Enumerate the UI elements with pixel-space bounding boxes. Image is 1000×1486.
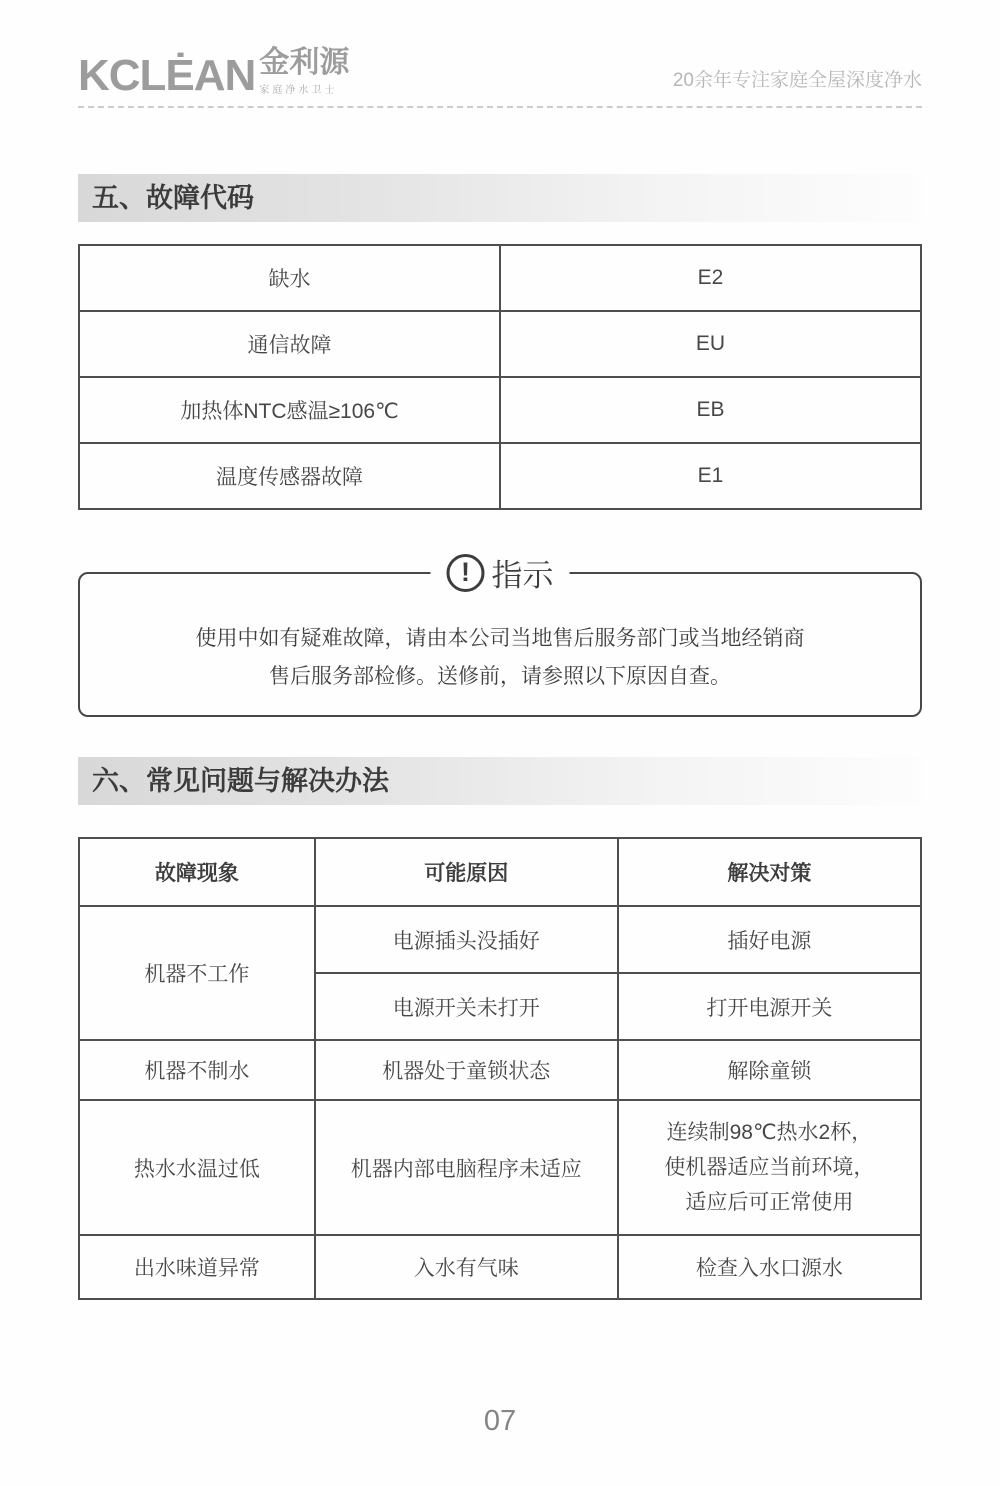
solution-line: 使机器适应当前环境， — [664, 1156, 875, 1179]
faq-header-row — [79, 838, 921, 906]
solution-line: 连续制98℃热水2杯， — [666, 1121, 873, 1144]
fault-code-cell: EU — [500, 311, 921, 377]
fault-name-cell: 温度传感器故障 — [79, 443, 500, 509]
faq-row — [79, 1100, 921, 1235]
solution-cell: 解除童锁 — [618, 1040, 921, 1100]
notice-text-line2: 售后服务部检修。送修前，请参照以下原因自查。 — [269, 665, 731, 688]
faq-row — [79, 906, 921, 973]
phenomenon-cell: 机器不制水 — [79, 1040, 315, 1100]
notice-text-line1: 使用中如有疑难故障，请由本公司当地售后服务部门或当地经销商 — [195, 627, 805, 650]
solution-cell: 打开电源开关 — [618, 973, 921, 1040]
solution-line: 适应后可正常使用 — [685, 1191, 854, 1214]
fault-row — [79, 443, 921, 509]
section-title-fault-codes: 五、故障代码 — [78, 174, 922, 222]
faq-row — [79, 1040, 921, 1100]
fault-code-cell: E1 — [500, 443, 921, 509]
fault-row — [79, 377, 921, 443]
section-title-faq: 六、常见问题与解决办法 — [78, 757, 922, 805]
cause-cell: 入水有气味 — [315, 1235, 618, 1299]
faq-table — [78, 837, 922, 1300]
page-number: 07 — [483, 1405, 517, 1437]
fault-code-cell: EB — [500, 377, 921, 443]
fault-row — [79, 311, 921, 377]
fault-row — [79, 245, 921, 311]
solution-cell: 插好电源 — [618, 906, 921, 973]
logo-cjk-text: 金利源 — [259, 46, 350, 79]
logo-subtitle: 家庭净水卫士 — [259, 85, 338, 96]
notice-box — [78, 557, 922, 717]
solution-cell — [618, 1100, 921, 1235]
logo-cjk-block — [259, 48, 349, 96]
exclamation-circle-icon: ! — [447, 554, 485, 592]
page-header — [78, 0, 922, 108]
fault-name-cell: 加热体NTC感温≥106℃ — [79, 377, 500, 443]
solution-cell: 检查入水口源水 — [618, 1235, 921, 1299]
fault-codes-table — [78, 244, 922, 510]
cause-cell: 机器内部电脑程序未适应 — [315, 1100, 618, 1235]
column-header-solution: 解决对策 — [618, 838, 921, 906]
cause-cell: 电源开关未打开 — [315, 973, 618, 1040]
fault-code-cell: E2 — [500, 245, 921, 311]
phenomenon-cell: 机器不工作 — [79, 906, 315, 1040]
brand-logo — [78, 46, 350, 101]
cause-cell: 机器处于童锁状态 — [315, 1040, 618, 1100]
fault-name-cell: 缺水 — [79, 245, 500, 311]
notice-title-text: 指示 — [491, 558, 554, 593]
column-header-cause: 可能原因 — [315, 838, 618, 906]
phenomenon-cell: 热水水温过低 — [79, 1100, 315, 1235]
fault-name-cell: 通信故障 — [79, 311, 500, 377]
column-header-phenomenon: 故障现象 — [79, 838, 315, 906]
logo-latin-text: KCLĖAN — [78, 51, 256, 101]
phenomenon-cell: 出水味道异常 — [79, 1235, 315, 1299]
notice-title — [431, 550, 570, 595]
cause-cell: 电源插头没插好 — [315, 906, 618, 973]
faq-row — [79, 1235, 921, 1299]
header-tagline: 20余年专注家庭全屋深度净水 — [672, 70, 922, 91]
